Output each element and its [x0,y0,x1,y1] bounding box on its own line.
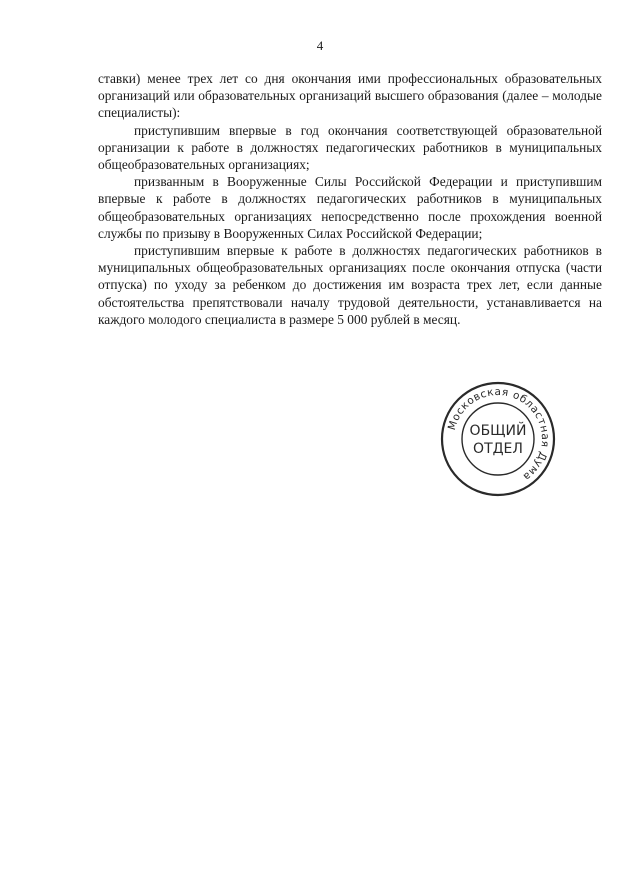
stamp-seal-icon [438,379,558,499]
stamp-ring-text: Московская областная Дума [445,385,552,484]
paragraph-military-service: призванным в Вооруженные Силы Российской Федерации и приступившим впервые к работе в должностях педагогических работников в муниципальных общеобразовательных организациях непосредственно после прохождения военной службы по призыву в Вооруженных Силах Российской Федерации; [98,174,602,241]
document-body [98,70,602,328]
paragraph-graduates: приступившим впервые в год окончания соответствующей образовательной организации к работе в должностях педагогических работников в муниципальных общеобразовательных организациях; [98,122,602,173]
page-number: 4 [316,38,324,53]
stamp-line-2: ОТДЕЛ [473,441,523,457]
official-stamp [438,379,558,499]
paragraph-parental-leave: приступившим впервые к работе в должностях педагогических работников в муниципальных общеобразовательных организациях после окончания отпуска (части отпуска) по уходу за ребенком до достижения им возраста трех лет, если данные обстоятельства препятствовали началу трудовой деятельности, устанавливается на каждого молодого специалиста в размере 5 000 рублей в месяц. [98,243,602,327]
paragraph-continuation: ставки) менее трех лет со дня окончания ими профессиональных образовательных организаций или образовательных организаций высшего образования (далее – молодые специалисты): [98,71,602,121]
stamp-line-1: ОБЩИЙ [469,423,527,439]
